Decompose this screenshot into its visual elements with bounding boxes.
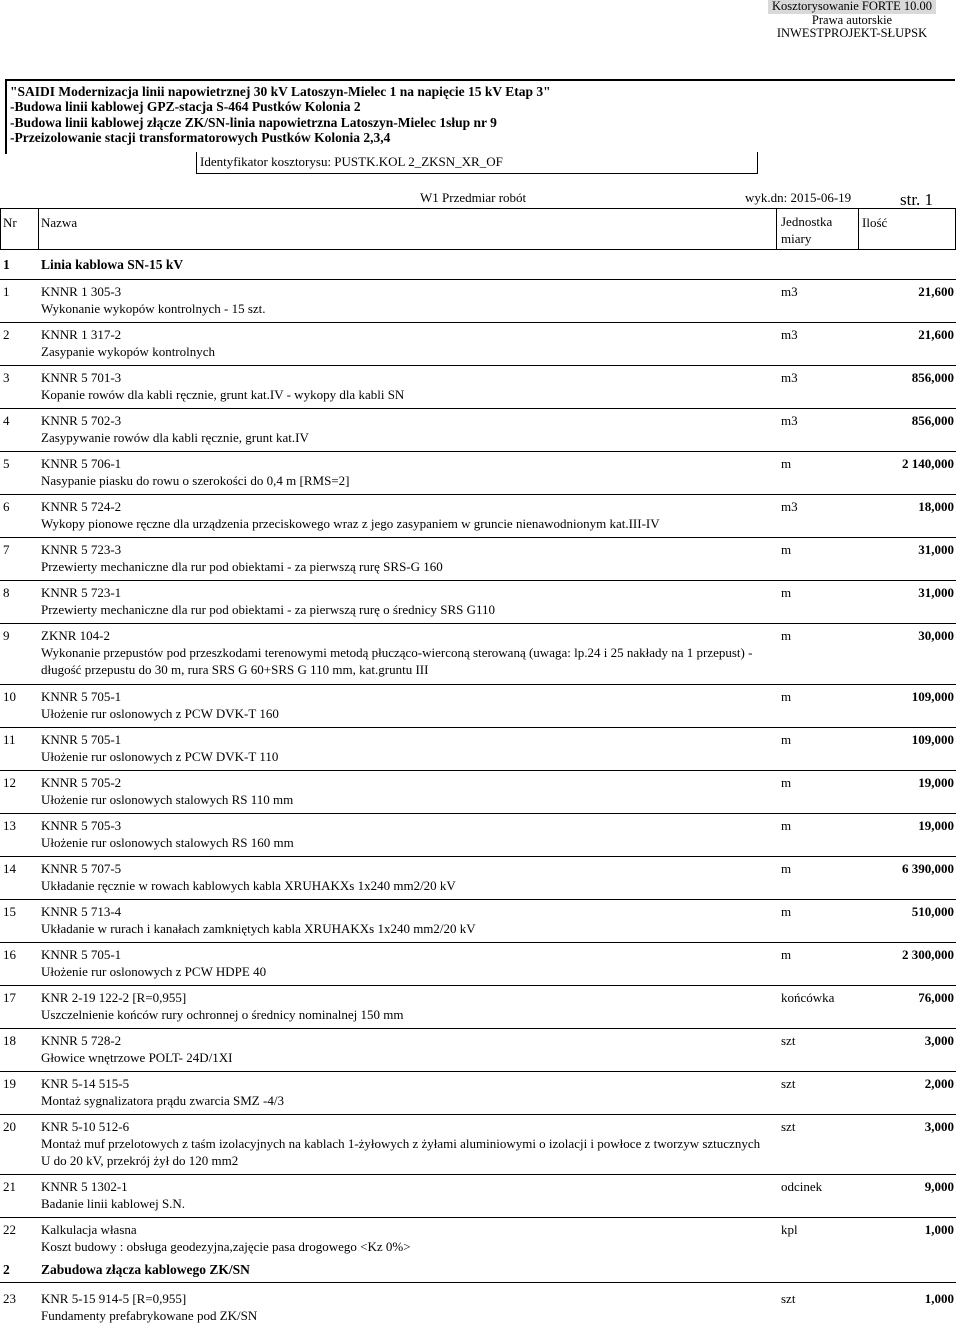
quantity: 6 390,000 <box>902 861 954 876</box>
row-separator <box>0 365 956 366</box>
item-description: Wykopy pionowe ręczne dla urządzenia przeciskowego wraz z jego zasypaniem w gruncie nienawodnionym kat.III-IV <box>41 516 660 531</box>
row-number: 22 <box>3 1222 16 1237</box>
row-number: 15 <box>3 904 16 919</box>
doc-title: W1 Przedmiar robót <box>420 190 527 205</box>
cost-code: KNNR 5 1302-1 <box>41 1179 128 1194</box>
unit-of-measure: m3 <box>781 370 798 385</box>
quantity: 21,600 <box>918 284 954 299</box>
row-separator <box>0 1114 956 1115</box>
row-separator <box>0 856 956 857</box>
row-number: 10 <box>3 689 16 704</box>
item-description: Ułożenie rur oslonowych z PCW DVK-T 160 <box>41 706 279 721</box>
quantity: 3,000 <box>924 1033 954 1048</box>
company-name: INWESTPROJEKT-SŁUPSK <box>776 26 928 40</box>
item-description: Ułożenie rur oslonowych z PCW DVK-T 110 <box>41 749 279 764</box>
item-description: Nasypanie piasku do rowu o szerokości do 0,4 m [RMS=2] <box>41 473 350 488</box>
row-number: 18 <box>3 1033 16 1048</box>
unit-of-measure: m <box>781 818 792 833</box>
row-number: 16 <box>3 947 16 962</box>
cost-estimate-identifier: Identyfikator kosztorysu: PUSTK.KOL 2_ZKSN_XR_OF <box>196 152 758 174</box>
section-title: Linia kablowa SN-15 kV <box>41 257 184 272</box>
row-number: 9 <box>3 628 10 643</box>
cost-code: KNNR 5 701-3 <box>41 370 122 385</box>
quantity: 856,000 <box>911 370 954 385</box>
item-description: Głowice wnętrzowe POLT- 24D/1XI <box>41 1050 233 1065</box>
row-number: 1 <box>3 284 10 299</box>
unit-of-measure: m <box>781 947 792 962</box>
cost-code: KNR 5-15 914-5 [R=0,955] <box>41 1291 187 1306</box>
row-separator <box>0 770 956 771</box>
row-separator <box>0 942 956 943</box>
cost-code: KNNR 5 705-1 <box>41 732 122 747</box>
unit-of-measure: m <box>781 585 792 600</box>
row-number: 4 <box>3 413 10 428</box>
unit-of-measure: m <box>781 628 792 643</box>
unit-of-measure: szt <box>781 1119 796 1134</box>
quantity: 2 140,000 <box>902 456 954 471</box>
item-description: Ułożenie rur oslonowych z PCW HDPE 40 <box>41 964 267 979</box>
quantity: 18,000 <box>918 499 954 514</box>
cost-code: KNNR 5 705-3 <box>41 818 122 833</box>
cost-code: KNR 2-19 122-2 [R=0,955] <box>41 990 187 1005</box>
quantity: 31,000 <box>918 542 954 557</box>
cost-code: KNNR 5 723-3 <box>41 542 122 557</box>
quantity: 76,000 <box>918 990 954 1005</box>
quantity: 30,000 <box>918 628 954 643</box>
cost-code: KNNR 1 305-3 <box>41 284 122 299</box>
cost-code: KNNR 5 724-2 <box>41 499 122 514</box>
title-line: "SAIDI Modernizacja linii napowietrznej 30 kV Latoszyn-Mielec 1 na napięcie 15 kV Etap 3" <box>10 84 551 99</box>
row-number: 12 <box>3 775 16 790</box>
col-unit-line1: Jednostka <box>781 214 833 229</box>
cost-code: Kalkulacja własna <box>41 1222 137 1237</box>
unit-of-measure: m <box>781 861 792 876</box>
unit-of-measure: m3 <box>781 327 798 342</box>
cost-code: KNR 5-10 512-6 <box>41 1119 130 1134</box>
cost-code: KNNR 5 705-1 <box>41 947 122 962</box>
section-number: 2 <box>3 1262 10 1277</box>
page-number: str. 1 <box>900 190 934 209</box>
item-description: Uszczelnienie końców rury ochronnej o średnicy nominalnej 150 mm <box>41 1007 404 1022</box>
row-separator <box>0 1174 956 1175</box>
unit-of-measure: kpl <box>781 1222 798 1237</box>
row-separator <box>0 899 956 900</box>
item-description: Kopanie rowów dla kabli ręcznie, grunt kat.IV - wykopy dla kabli SN <box>41 387 405 402</box>
row-number: 5 <box>3 456 10 471</box>
item-description: Układanie w rurach i kanałach zamkniętych kabla XRUHAKXs 1x240 mm2/20 kV <box>41 921 476 936</box>
row-number: 20 <box>3 1119 16 1134</box>
cost-code: KNNR 5 728-2 <box>41 1033 122 1048</box>
cost-code: KNNR 5 705-2 <box>41 775 122 790</box>
item-description: Wykonanie wykopów kontrolnych - 15 szt. <box>41 301 266 316</box>
unit-of-measure: m <box>781 775 792 790</box>
quantity: 19,000 <box>918 775 954 790</box>
row-separator <box>0 537 956 538</box>
item-description: Zasypanie wykopów kontrolnych <box>41 344 216 359</box>
row-number: 6 <box>3 499 10 514</box>
quantity: 31,000 <box>918 585 954 600</box>
document-header <box>768 0 936 41</box>
unit-of-measure: m <box>781 904 792 919</box>
row-separator <box>0 322 956 323</box>
cost-code: KNNR 1 317-2 <box>41 327 122 342</box>
unit-of-measure: m3 <box>781 499 798 514</box>
item-description: Fundamenty prefabrykowane pod ZK/SN <box>41 1308 258 1323</box>
title-line: -Przeizolowanie stacji transformatorowych Pustków Kolonia 2,3,4 <box>10 130 391 146</box>
item-description: Przewierty mechaniczne dla rur pod obiektami - za pierwszą rurę o średnicy SRS G110 <box>41 602 496 617</box>
unit-of-measure: m3 <box>781 413 798 428</box>
unit-of-measure: szt <box>781 1076 796 1091</box>
quantity: 1,000 <box>924 1222 954 1237</box>
row-separator <box>0 684 956 685</box>
col-unit <box>781 213 832 247</box>
quantity: 21,600 <box>918 327 954 342</box>
cost-code: KNNR 5 707-5 <box>41 861 122 876</box>
item-description: Montaż muf przelotowych z taśm izolacyjnych na kablach 1-żyłowych z żyłami aluminiowymi o izolacji i powłoce z tworzyw sztucznych U do 20 kV, przekrój żył do 120 mm2 <box>41 1136 761 1168</box>
row-separator <box>0 494 956 495</box>
row-separator <box>0 727 956 728</box>
col-quantity: Ilość <box>862 215 888 230</box>
quantity: 510,000 <box>911 904 954 919</box>
item-description: Ułożenie rur oslonowych stalowych RS 110 mm <box>41 792 294 807</box>
quantity: 9,000 <box>924 1179 954 1194</box>
row-separator <box>0 279 956 280</box>
unit-of-measure: m <box>781 542 792 557</box>
row-separator <box>0 451 956 452</box>
row-separator <box>0 1071 956 1072</box>
row-number: 13 <box>3 818 16 833</box>
row-number: 19 <box>3 1076 16 1091</box>
title-line: -Budowa linii kablowej GPZ-stacja S-464 Pustków Kolonia 2 <box>10 99 361 115</box>
title-line: -Budowa linii kablowej złącze ZK/SN-linia napowietrzna Latoszyn-Mielec 1słup nr 9 <box>10 114 497 130</box>
item-description: Przewierty mechaniczne dla rur pod obiektami - za pierwszą rurę SRS-G 160 <box>41 559 443 574</box>
section-title: Zabudowa złącza kablowego ZK/SN <box>41 1262 250 1277</box>
row-number: 11 <box>3 732 16 747</box>
cost-code: ZKNR 104-2 <box>41 628 110 643</box>
row-separator <box>0 623 956 624</box>
row-number: 17 <box>3 990 16 1005</box>
quantity: 109,000 <box>911 689 954 704</box>
item-description: Układanie ręcznie w rowach kablowych kabla XRUHAKXs 1x240 mm2/20 kV <box>41 878 456 893</box>
col-unit-line2: miary <box>781 231 812 246</box>
quantity: 1,000 <box>924 1291 954 1306</box>
row-number: 23 <box>3 1291 16 1306</box>
row-number: 14 <box>3 861 16 876</box>
unit-of-measure: szt <box>781 1291 796 1306</box>
item-description: Koszt budowy : obsługa geodezyjna,zajęcie pasa drogowego <Kz 0%> <box>41 1239 411 1254</box>
row-separator <box>0 985 956 986</box>
row-separator <box>0 408 956 409</box>
item-description: Badanie linii kablowej S.N. <box>41 1196 186 1211</box>
col-nazwa: Nazwa <box>41 215 78 230</box>
quantity: 19,000 <box>918 818 954 833</box>
column-header <box>0 190 956 248</box>
unit-of-measure: m3 <box>781 284 798 299</box>
cost-code: KNR 5-14 515-5 <box>41 1076 130 1091</box>
quantity: 856,000 <box>911 413 954 428</box>
row-separator <box>0 813 956 814</box>
row-number: 3 <box>3 370 10 385</box>
unit-of-measure: m <box>781 456 792 471</box>
item-description: Montaż sygnalizatora prądu zwarcia SMZ -4/3 <box>41 1093 284 1108</box>
unit-of-measure: m <box>781 689 792 704</box>
row-number: 7 <box>3 542 10 557</box>
row-separator <box>0 1217 956 1218</box>
col-nr: Nr <box>3 215 17 230</box>
row-separator <box>0 1282 956 1283</box>
app-name: Kosztorysowanie FORTE 10.00 <box>768 0 936 14</box>
unit-of-measure: szt <box>781 1033 796 1048</box>
quantity: 109,000 <box>911 732 954 747</box>
rights-note: Prawa autorskie <box>811 12 893 27</box>
cost-code: KNNR 5 706-1 <box>41 456 122 471</box>
item-description: Ułożenie rur oslonowych stalowych RS 160 mm <box>41 835 294 850</box>
row-number: 21 <box>3 1179 16 1194</box>
cost-code: KNNR 5 705-1 <box>41 689 122 704</box>
unit-of-measure: m <box>781 732 792 747</box>
cost-code: KNNR 5 702-3 <box>41 413 122 428</box>
row-separator <box>0 1028 956 1029</box>
created-date: wyk.dn: 2015-06-19 <box>745 190 852 205</box>
cost-code: KNNR 5 713-4 <box>41 904 122 919</box>
item-description: Wykonanie przepustów pod przeszkodami terenowymi metodą płucząco-wierconą sterowaną (uwaga: lp.24 i 25 nakłady na 1 przepust) - długość przepustu do 30 m, rura SRS G 60+SRS G 110 mm, kat.gruntu III <box>41 645 753 677</box>
section-number: 1 <box>3 257 10 272</box>
row-number: 2 <box>3 327 10 342</box>
row-separator <box>0 580 956 581</box>
unit-of-measure: końcówka <box>781 990 835 1005</box>
title-box <box>5 79 955 154</box>
quantity: 2 300,000 <box>902 947 954 962</box>
unit-of-measure: odcinek <box>781 1179 823 1194</box>
quantity: 3,000 <box>924 1119 954 1134</box>
cost-code: KNNR 5 723-1 <box>41 585 122 600</box>
item-description: Zasypywanie rowów dla kabli ręcznie, grunt kat.IV <box>41 430 309 445</box>
row-number: 8 <box>3 585 10 600</box>
quantity: 2,000 <box>924 1076 954 1091</box>
